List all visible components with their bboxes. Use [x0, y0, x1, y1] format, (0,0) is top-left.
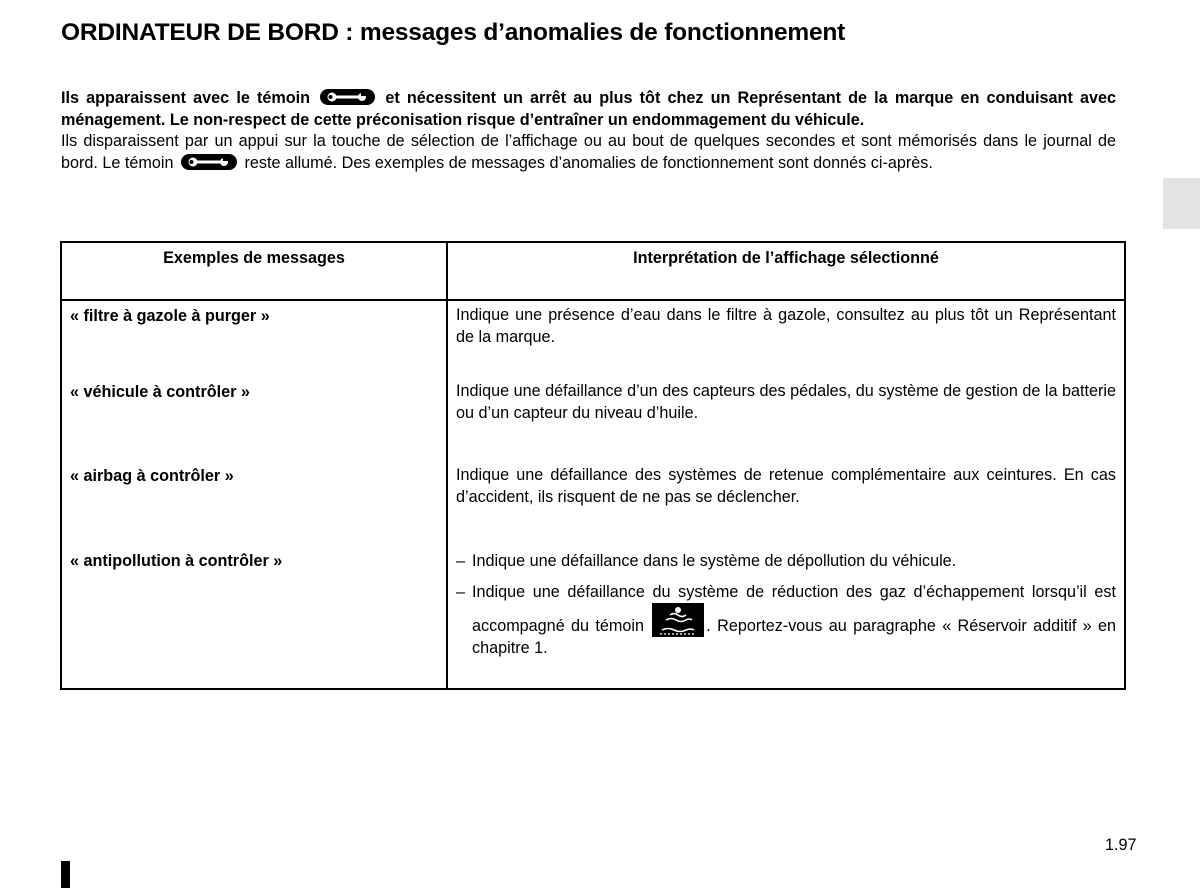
message-label: « airbag à contrôler »: [70, 467, 234, 485]
list-item-text: [472, 582, 1116, 660]
messages-column: [61, 300, 447, 689]
interpretation-list: [456, 551, 1116, 659]
dash-bullet: –: [456, 552, 466, 570]
page-title: ORDINATEUR DE BORD : messages d’anomalies de fonctionnement: [61, 19, 846, 46]
dash-bullet: –: [456, 582, 466, 601]
page-number: 1.97: [1105, 836, 1137, 854]
intro-bold-part2: et nécessitent un arrêt au plus tôt chez un Représentant de la marque en conduisant avec ménagement. Le non-respect de cette préconisation risque d’entraîner un endommagement du véhicule.: [61, 89, 1116, 129]
wrench-icon: [181, 154, 237, 170]
message-label: « véhicule à contrôler »: [70, 383, 250, 401]
interpretation-text: Indique une défaillance d’un des capteurs des pédales, du système de gestion de la batterie ou d’un capteur du niveau d’huile.: [456, 382, 1116, 422]
intro-bold-paragraph: [61, 88, 1116, 131]
intro-bold-part1: Ils apparaissent avec le témoin: [61, 89, 311, 107]
chapter-tab: [1163, 178, 1200, 229]
list-item: [456, 551, 1116, 573]
column-header-interpretation: Interprétation de l’affichage sélectionné: [447, 242, 1125, 300]
table-header-row: [61, 242, 1125, 300]
intro-text: [61, 88, 1116, 174]
messages-table: [60, 241, 1126, 690]
list-item: [456, 582, 1116, 660]
table-body-row: [61, 300, 1125, 689]
list-item-text: Indique une défaillance dans le système de dépollution du véhicule.: [472, 552, 957, 570]
interpretation-text: Indique une présence d’eau dans le filtre à gazole, consultez au plus tôt un Représentant de la marque.: [456, 306, 1116, 346]
intro-normal-part1: Ils disparaissent par un appui sur la touche de sélection de l’affichage ou au bout de quelques secondes et sont mémorisés dans le journal de bord. Le témoin: [61, 132, 1116, 172]
list-item-text-before: Indique une défaillance du système de réduction des gaz d’échappement lorsqu’il est accompagné du témoin: [472, 582, 1116, 635]
emission-warning-icon: [652, 603, 704, 637]
column-header-messages: Exemples de messages: [61, 242, 447, 300]
message-label: « antipollution à contrôler »: [70, 552, 283, 570]
wrench-icon: [320, 89, 375, 105]
list-item-text-after: . Reportez-vous au paragraphe « Réservoir additif » en chapitre 1.: [472, 617, 1116, 657]
intro-normal-paragraph: [61, 131, 1116, 174]
intro-normal-part2: reste allumé. Des exemples de messages d’anomalies de fonctionnement sont donnés ci-après.: [244, 153, 933, 172]
interpretation-column: [447, 300, 1125, 689]
message-label: « filtre à gazole à purger »: [70, 307, 270, 325]
interpretation-text: Indique une défaillance des systèmes de retenue complémentaire aux ceintures. En cas d’accident, ils risquent de ne pas se déclencher.: [456, 466, 1116, 506]
corner-marker: [61, 861, 70, 888]
